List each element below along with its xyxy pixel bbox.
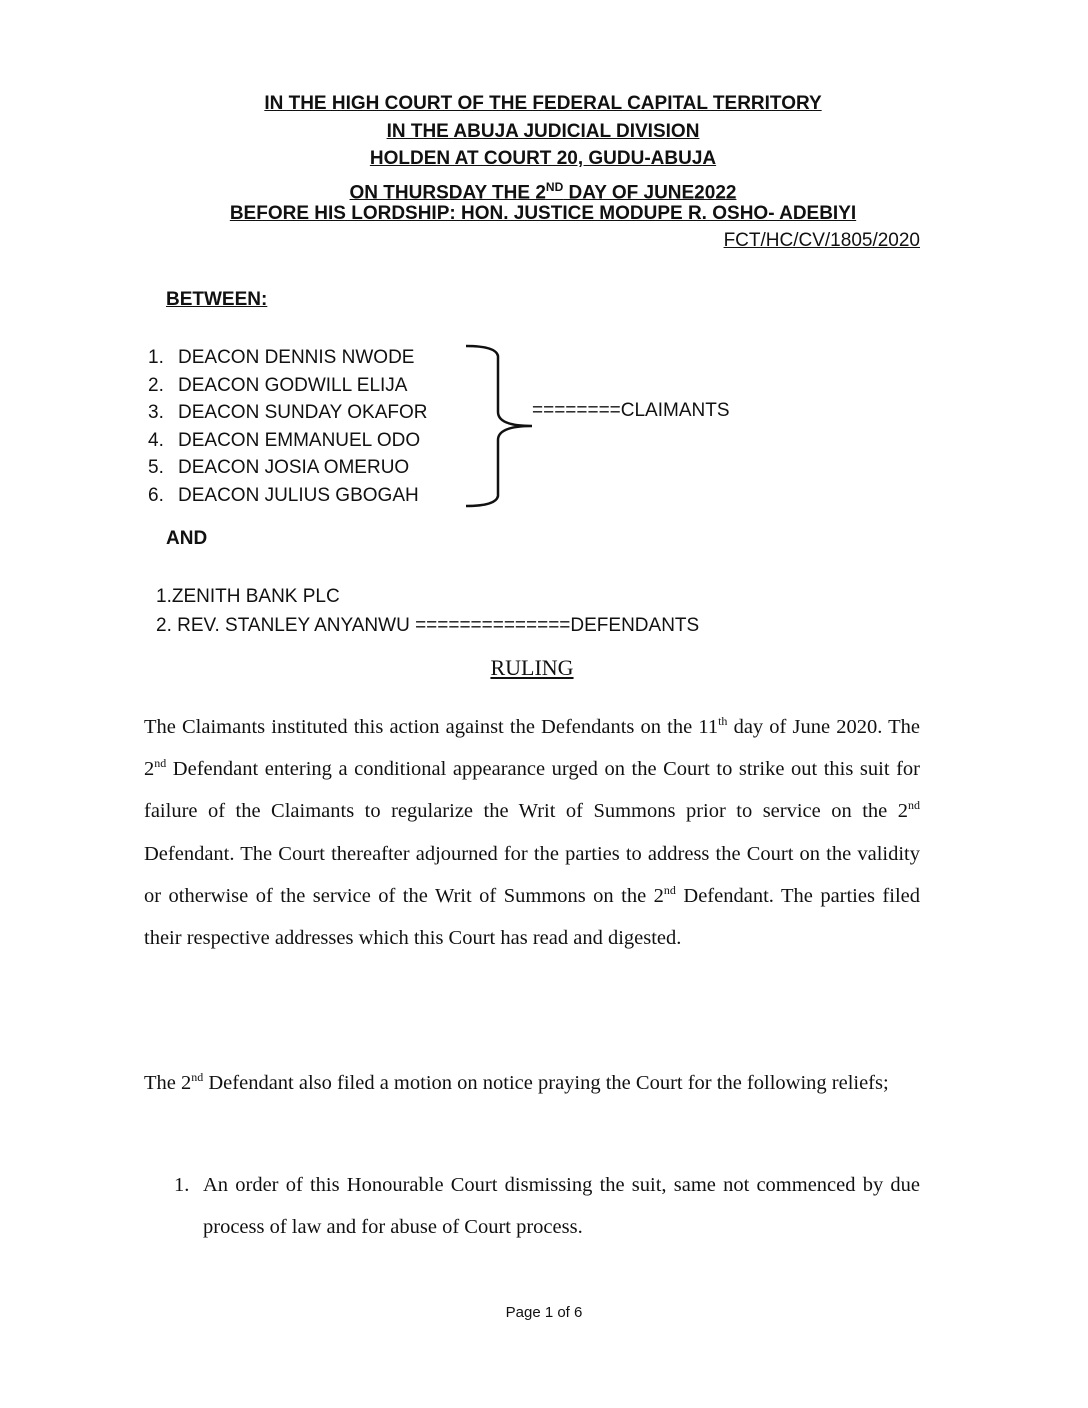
paragraph-1: The Claimants instituted this action against the Defendants on the 11th day of June 2020. The 2nd Defendant entering a conditional appearance urged on the Court to strike out this suit for failure of the Claimants to regularize the Writ of Summons prior to service on the 2nd Defendant. The Court thereafter adjourned for the parties to address the Court on the validity or otherwise of the service of the Writ of Summons on the 2nd Defendant. The parties filed their respective addresses which this Court has read and digested. [144, 714, 920, 950]
reliefs-list [144, 1164, 920, 1248]
claimants-brace [462, 342, 542, 510]
defendant-item: 1.ZENITH BANK PLC [156, 586, 340, 607]
claimant-item: 6. DEACON JULIUS GBOGAH [148, 484, 419, 506]
claimant-item: 3. DEACON SUNDAY OKAFOR [148, 402, 428, 424]
claimant-item: 2. DEACON GODWILL ELIJA [148, 374, 408, 396]
between-label: BETWEEN: [166, 289, 268, 310]
court-heading-line-3: HOLDEN AT COURT 20, GUDU-ABUJA [369, 148, 717, 169]
court-heading-line-5: BEFORE HIS LORDSHIP: HON. JUSTICE MODUPE R. OSHO- ADEBIYI [229, 203, 857, 224]
paragraph-2: The 2nd Defendant also filed a motion on notice praying the Court for the following reliefs; [144, 1070, 889, 1094]
suit-number: FCT/HC/CV/1805/2020 [723, 230, 920, 251]
relief-item: 1. An order of this Honourable Court dismissing the suit, same not commenced by due process of law and for abuse of Court process. [174, 1174, 920, 1239]
claimants-list [148, 344, 428, 510]
page-footer: Page 1 of 6 [505, 1304, 583, 1321]
and-label: AND [166, 528, 208, 549]
court-heading-line-4: ON THURSDAY THE 2ND DAY OF JUNE2022 [349, 180, 737, 204]
defendant-item: 2. REV. STANLEY ANYANWU ==============DEFENDANTS [156, 615, 700, 636]
claimant-item: 1. DEACON DENNIS NWODE [148, 347, 415, 368]
court-heading-line-2: IN THE ABUJA JUDICIAL DIVISION [386, 121, 700, 142]
defendants-list [156, 582, 699, 640]
claimant-item: 4. DEACON EMMANUEL ODO [148, 429, 421, 451]
claimants-designation: ========CLAIMANTS [532, 400, 730, 421]
ruling-title: RULING [490, 655, 574, 680]
court-heading-line-1: IN THE HIGH COURT OF THE FEDERAL CAPITAL TERRITORY [264, 93, 822, 114]
claimant-item: 5. DEACON JOSIA OMERUO [148, 457, 410, 479]
